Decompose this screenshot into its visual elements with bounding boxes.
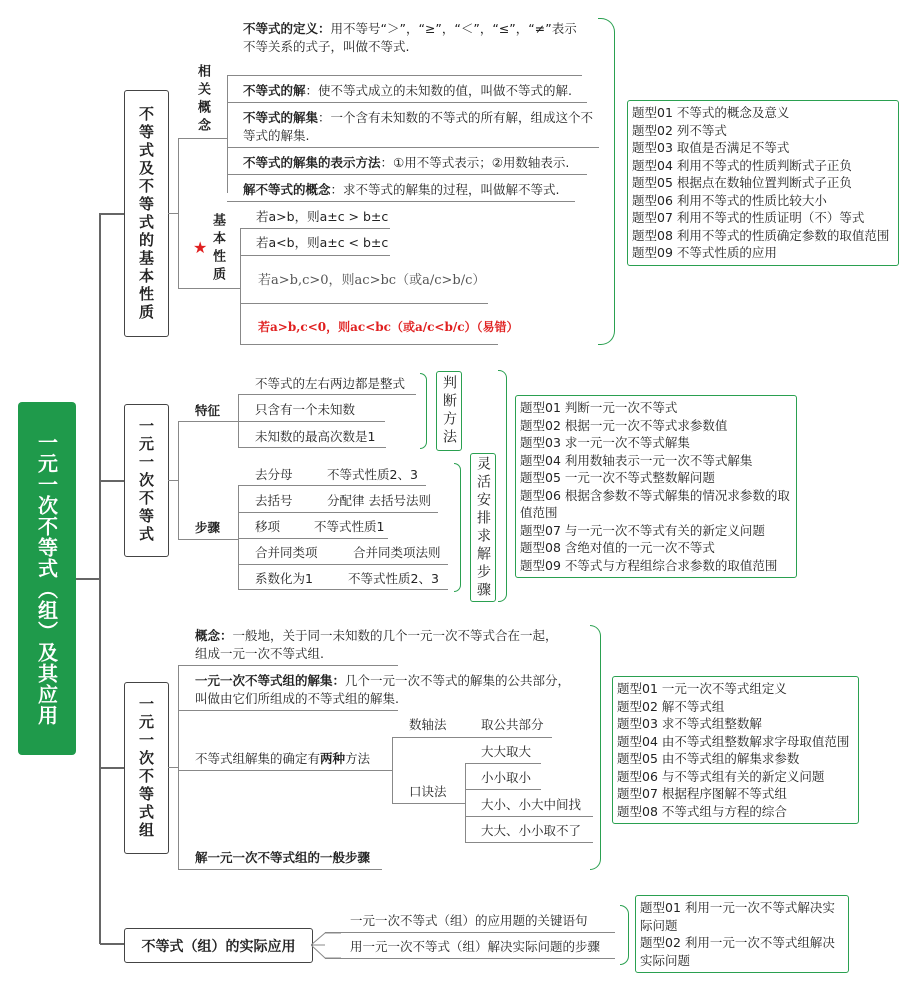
- divider: [227, 201, 575, 202]
- type-item[interactable]: 题型01 利用一元一次不等式解决实际问题: [640, 900, 835, 933]
- divider: [178, 665, 398, 666]
- connector: [100, 943, 124, 945]
- connector: [465, 763, 466, 842]
- step-rule: 不等式性质2、3: [348, 571, 439, 586]
- divider: [465, 789, 541, 790]
- type-item[interactable]: 题型08 不等式组与方程的综合: [617, 803, 787, 819]
- feature-label: 特征: [195, 403, 221, 418]
- branch-inequality-system[interactable]: 一元一次不等式组: [124, 682, 169, 854]
- concept-representation: 不等式的解集的表示方法：①用不等式表示；②用数轴表示.: [243, 155, 570, 170]
- step-item: 移项: [255, 519, 281, 534]
- flexible-steps[interactable]: 灵活安排求解步骤: [470, 453, 496, 602]
- connector: [178, 138, 179, 288]
- concept-solving: 解不等式的概念：求不等式的解集的过程，叫做解不等式.: [243, 182, 560, 197]
- question-types-1: [627, 100, 899, 266]
- step-item: 系数化为1: [255, 571, 313, 586]
- connector: [178, 138, 228, 139]
- related-concepts-label: 相关概念: [195, 64, 210, 136]
- divider: [238, 421, 385, 422]
- type-item[interactable]: 题型01 不等式的概念及意义: [632, 105, 790, 120]
- divider: [325, 958, 615, 959]
- application-item: 一元一次不等式（组）的应用题的关键语句: [350, 913, 588, 928]
- connector: [100, 480, 124, 482]
- rule-item: 大小、小大中间找: [481, 797, 582, 812]
- connector: [168, 480, 178, 481]
- system-concept: 概念：一般地，关于同一未知数的几个一元一次不等式合在一起，组成一元一次不等式组.: [195, 628, 558, 661]
- number-line-rule: 取公共部分: [481, 717, 544, 732]
- step-item: 去括号: [255, 493, 293, 508]
- divider: [238, 589, 448, 590]
- property-3: 若a>b,c>0，则ac>bc（或a/c>b/c）: [258, 273, 486, 288]
- divider: [227, 147, 599, 148]
- type-item[interactable]: 题型07 与一元一次不等式有关的新定义问题: [520, 522, 765, 538]
- step-item: 合并同类项: [255, 545, 318, 560]
- divider: [238, 447, 386, 448]
- brace: [620, 905, 629, 965]
- type-item[interactable]: 题型04 由不等式组整数解求字母取值范围: [617, 733, 850, 749]
- question-types-2: [515, 395, 797, 578]
- divider: [178, 710, 398, 711]
- type-item[interactable]: 题型05 一元一次不等式整数解问题: [520, 470, 715, 485]
- brace: [498, 370, 507, 602]
- divider: [240, 255, 390, 256]
- divider: [227, 75, 582, 76]
- divider: [238, 564, 448, 565]
- step-rule: 分配律 去括号法则: [327, 493, 431, 508]
- feature-2: 只含有一个未知数: [255, 402, 356, 417]
- connector: [178, 665, 179, 870]
- connector: [178, 539, 238, 540]
- divider: [240, 303, 488, 304]
- divider: [227, 102, 587, 103]
- type-item[interactable]: 题型09 不等式性质的应用: [632, 245, 777, 260]
- brace: [420, 373, 427, 449]
- step-item: 去分母: [255, 467, 293, 482]
- step-rule: 合并同类项法则: [353, 545, 441, 560]
- divider: [238, 538, 388, 539]
- type-item[interactable]: 题型03 取值是否满足不等式: [632, 140, 790, 155]
- type-item[interactable]: 题型04 利用数轴表示一元一次不等式解集: [520, 452, 753, 468]
- divider: [227, 174, 587, 175]
- type-item[interactable]: 题型03 求一元一次不等式解集: [520, 435, 690, 450]
- root-topic[interactable]: 一元一次不等式（组）及其应用: [18, 402, 76, 755]
- type-item[interactable]: 题型04 利用不等式的性质判断式子正负: [632, 157, 852, 173]
- type-item[interactable]: 题型02 利用一元一次不等式组解决实际问题: [640, 935, 835, 968]
- connector: [238, 485, 239, 589]
- type-item[interactable]: 题型05 根据点在数轴位置判断式子正负: [632, 175, 852, 190]
- branch-inequality-properties[interactable]: 不等式及不等式的基本性质: [124, 90, 169, 337]
- connector: [76, 578, 100, 580]
- type-item[interactable]: 题型01 判断一元一次不等式: [520, 400, 678, 415]
- question-types-3: [612, 676, 859, 824]
- connector: [392, 737, 393, 803]
- step-rule: 不等式性质1: [314, 519, 385, 534]
- type-item[interactable]: 题型01 一元一次不等式组定义: [617, 681, 787, 696]
- divider: [240, 344, 498, 345]
- divider: [325, 932, 615, 933]
- divider: [178, 869, 382, 870]
- divider: [465, 842, 593, 843]
- brace: [598, 18, 615, 345]
- judge-method[interactable]: 判断方法: [436, 371, 462, 451]
- concept-solution: 不等式的解：使不等式成立的未知数的值，叫做不等式的解.: [243, 83, 572, 98]
- type-item[interactable]: 题型07 根据程序图解不等式组: [617, 786, 787, 801]
- application-item: 用一元一次不等式（组）解决实际问题的步骤: [350, 939, 601, 954]
- divider: [240, 228, 390, 229]
- two-methods: 不等式组解集的确定有两种方法: [195, 751, 371, 766]
- type-item[interactable]: 题型06 利用不等式的性质比较大小: [632, 192, 827, 208]
- step-rule: 不等式性质2、3: [327, 467, 418, 482]
- mnemonic-method: 口诀法: [409, 784, 447, 799]
- feature-3: 未知数的最高次数是1: [255, 429, 376, 444]
- connector: [168, 213, 178, 214]
- steps-label: 步骤: [195, 520, 221, 535]
- divider: [465, 816, 593, 817]
- type-item[interactable]: 题型06 根据含参数不等式解集的情况求参数的取值范围: [520, 487, 790, 520]
- connector: [100, 213, 124, 215]
- concept-definition: 不等式的定义：用不等号“＞”，“≥”，“＜”，“≤”，“≠”表示不等关系的式子，叫做不等式.: [243, 21, 577, 54]
- type-item[interactable]: 题型02 根据一元一次不等式求参数值: [520, 417, 728, 433]
- trunk-line: [99, 213, 101, 944]
- connector: [178, 421, 238, 422]
- type-item[interactable]: 题型03 求不等式组整数解: [617, 716, 762, 731]
- connector: [240, 228, 241, 344]
- type-item[interactable]: 题型08 利用不等式的性质确定参数的取值范围: [632, 227, 890, 243]
- branch-linear-inequality[interactable]: 一元一次不等式: [124, 404, 169, 557]
- type-item[interactable]: 题型08 含绝对值的一元一次不等式: [520, 540, 715, 555]
- basic-properties-label: 基本性质: [210, 213, 225, 285]
- property-4: 若a>b,c<0，则ac<bc（或a/c<b/c）（易错）: [258, 320, 519, 334]
- brace: [454, 463, 461, 592]
- type-item[interactable]: 题型05 由不等式组的解集求参数: [617, 751, 800, 766]
- type-item[interactable]: 题型07 利用不等式的性质证明（不）等式: [632, 210, 865, 225]
- star-icon: ★: [193, 238, 208, 257]
- property-1: 若a>b，则a±c > b±c: [256, 209, 389, 224]
- connector: [100, 767, 124, 769]
- type-item[interactable]: 题型06 与不等式组有关的新定义问题: [617, 768, 825, 784]
- divider: [465, 763, 541, 764]
- divider: [238, 512, 438, 513]
- system-solution-set: 一元一次不等式组的解集：几个一元一次不等式的解集的公共部分，叫做由它们所组成的不等式组的解集.: [195, 673, 571, 706]
- type-item[interactable]: 题型02 解不等式组: [617, 698, 725, 714]
- rule-item: 小小取小: [481, 770, 532, 785]
- number-line-method: 数轴法: [409, 717, 447, 732]
- feature-1: 不等式的左右两边都是整式: [255, 376, 406, 391]
- question-types-4: [635, 895, 849, 973]
- concept-solution-set: 不等式的解集：一个含有未知数的不等式的所有解，组成这个不等式的解集.: [243, 110, 594, 143]
- type-item[interactable]: 题型09 不等式与方程组综合求参数的取值范围: [520, 557, 778, 573]
- connector: [227, 76, 228, 193]
- divider: [238, 485, 426, 486]
- connector: [178, 288, 240, 289]
- divider: [392, 803, 465, 804]
- rule-item: 大大取大: [481, 744, 532, 759]
- divider: [178, 770, 392, 771]
- property-2: 若a<b，则a±c < b±c: [256, 235, 389, 250]
- connector: [168, 767, 178, 768]
- divider: [238, 394, 416, 395]
- rule-item: 大大、小小取不了: [481, 823, 582, 838]
- connector: [178, 421, 179, 539]
- branch-practical-application[interactable]: 不等式（组）的实际应用: [124, 928, 313, 963]
- general-steps: 解一元一次不等式组的一般步骤: [195, 850, 371, 865]
- type-item[interactable]: 题型02 列不等式: [632, 122, 727, 138]
- divider: [392, 737, 552, 738]
- brace: [590, 625, 601, 870]
